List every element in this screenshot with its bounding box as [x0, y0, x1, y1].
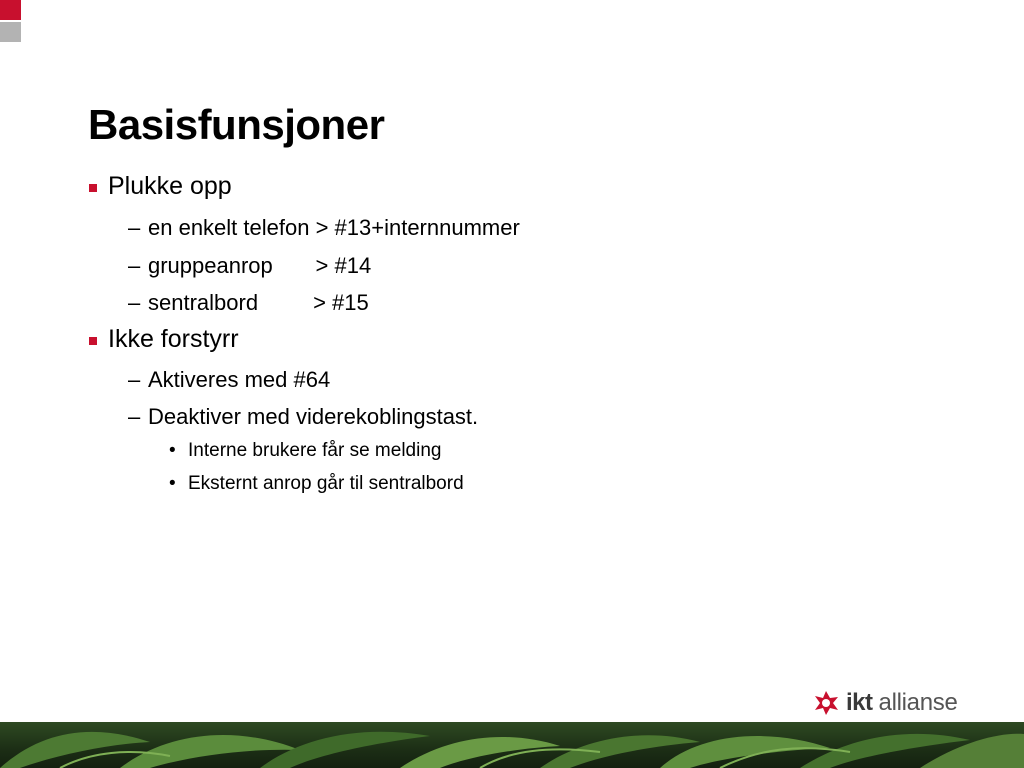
dot-bullet-icon: • — [169, 440, 176, 461]
dot-bullet-icon: • — [169, 473, 176, 494]
ikt-allianse-logo — [812, 686, 958, 720]
sub-sub-bullet-item: Eksternt anrop går til sentralbord — [188, 473, 464, 494]
corner-accent-red — [0, 0, 21, 20]
sub-bullet-item: en enkelt telefon > #13+internnummer — [148, 215, 520, 240]
square-bullet-icon — [89, 337, 97, 345]
ikt-allianse-logo-icon — [812, 689, 840, 717]
corner-accent-grey — [0, 22, 21, 42]
dash-bullet-icon: – — [128, 215, 141, 240]
sub-bullet-item: Aktiveres med #64 — [148, 367, 331, 392]
square-bullet-icon — [89, 184, 97, 192]
dash-bullet-icon: – — [128, 367, 141, 392]
logo-text: allianse — [878, 689, 958, 716]
sub-bullet-item: Deaktiver med viderekoblingstast. — [148, 404, 479, 429]
bullet-item: Plukke opp — [108, 172, 232, 200]
dash-bullet-icon: – — [128, 290, 141, 315]
sub-sub-bullet-item: Interne brukere får se melding — [188, 440, 442, 461]
sub-bullet-item: gruppeanrop > #14 — [148, 253, 372, 278]
slide-title: Basisfunsjoner — [88, 101, 385, 148]
logo-text-bold: ikt — [846, 689, 873, 716]
foliage-background-image — [0, 722, 1024, 768]
sub-bullet-item: sentralbord > #15 — [148, 290, 369, 315]
bullet-item: Ikke forstyrr — [108, 325, 239, 353]
dash-bullet-icon: – — [128, 404, 141, 429]
dash-bullet-icon: – — [128, 253, 141, 278]
